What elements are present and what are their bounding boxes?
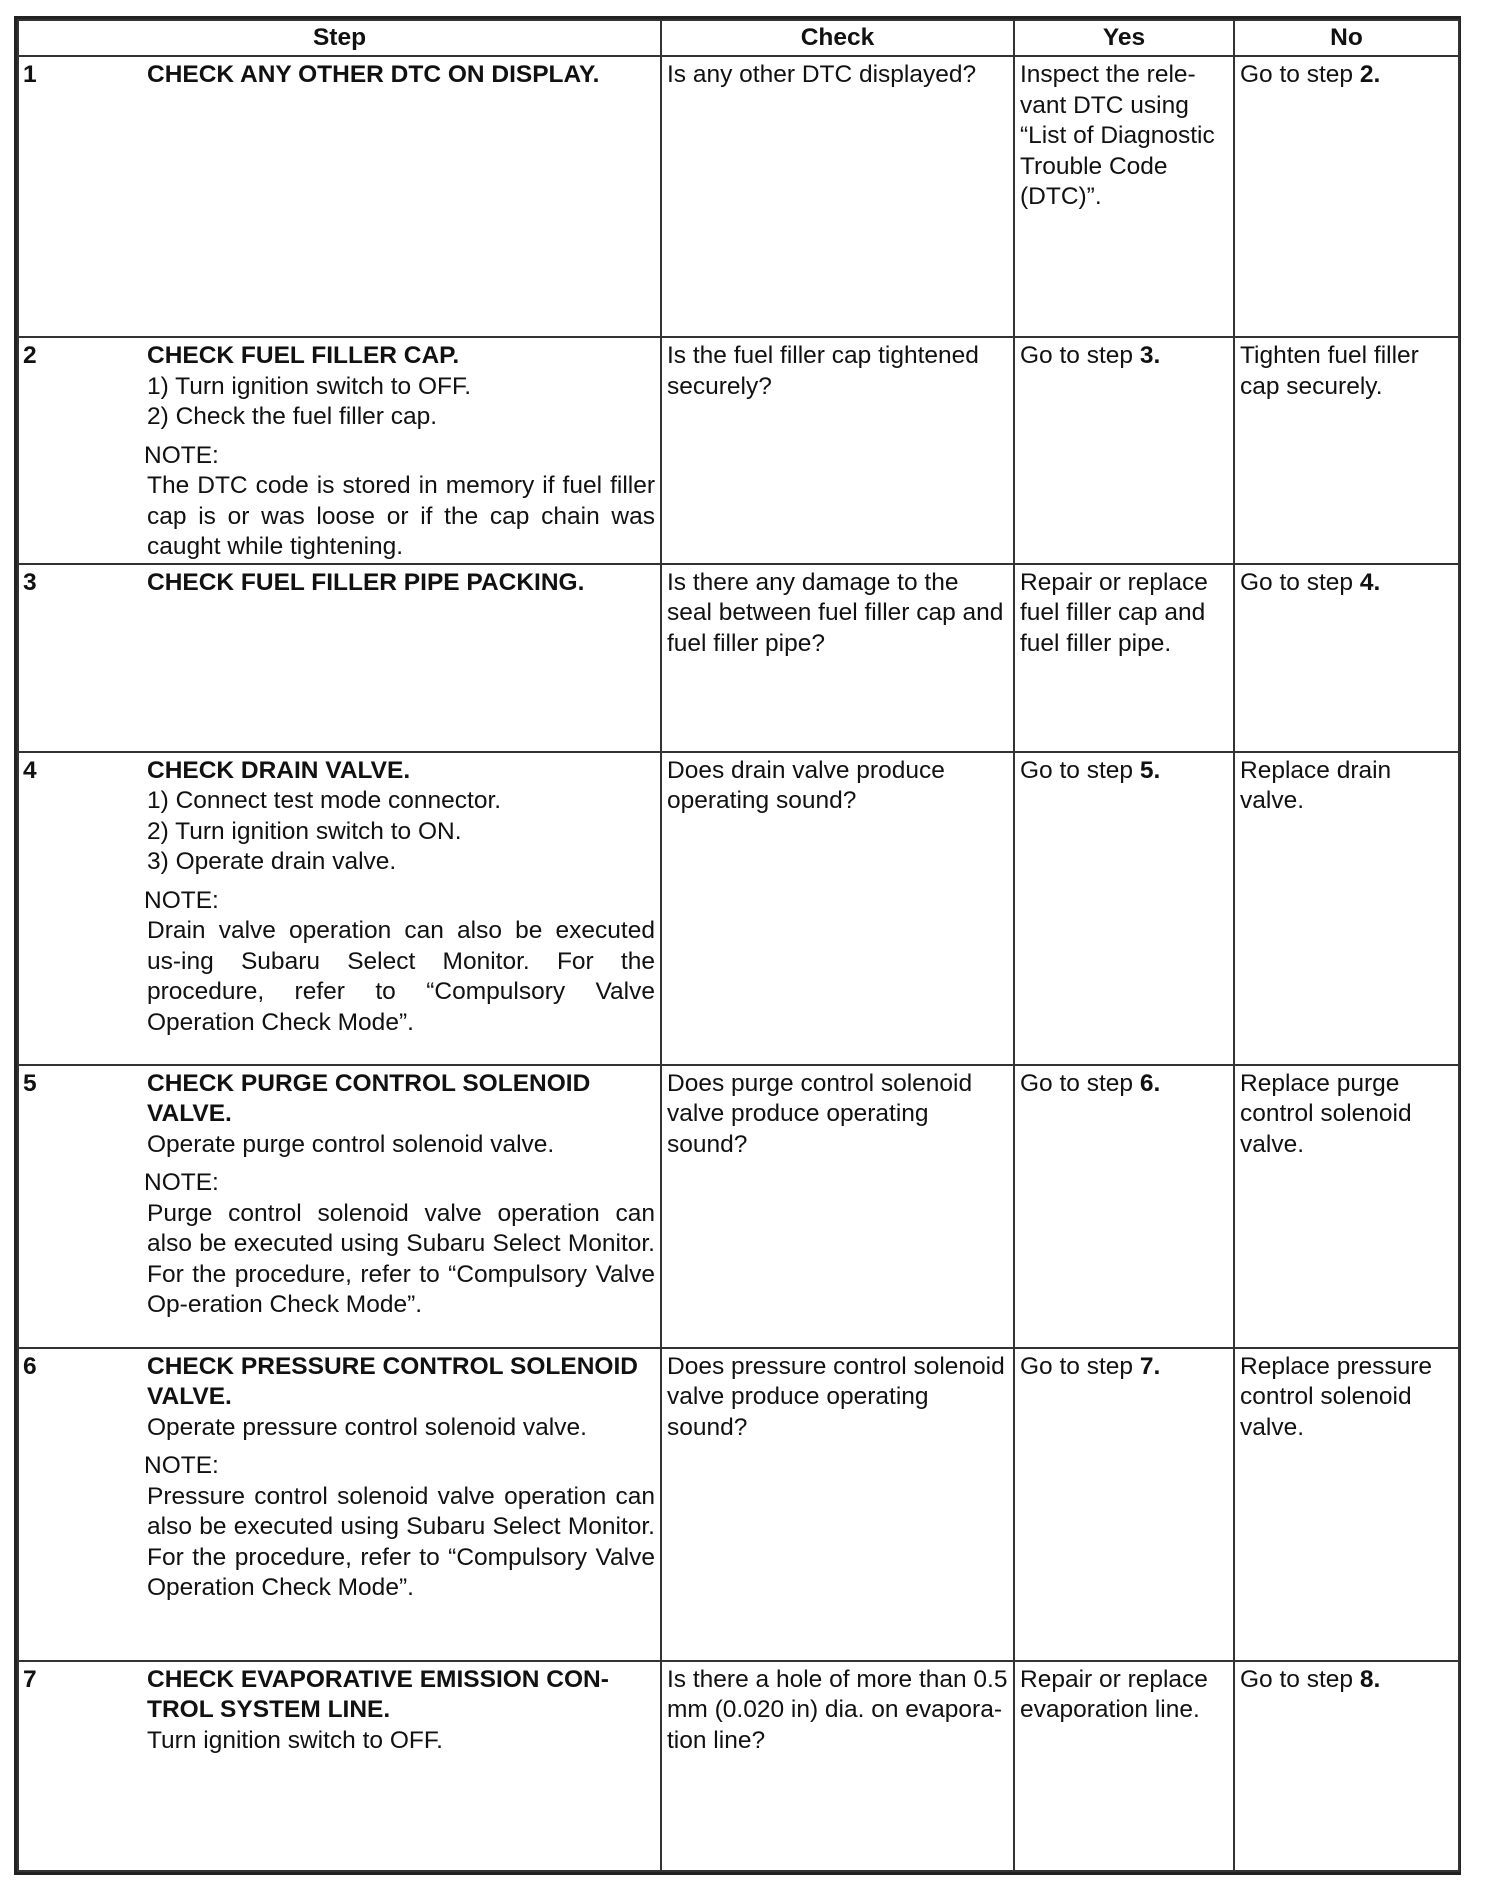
step-cell bbox=[18, 1065, 661, 1348]
no-text: Replace pressure control solenoid valve. bbox=[1240, 1352, 1433, 1441]
yes-cell bbox=[1014, 1065, 1234, 1348]
no-cell bbox=[1234, 564, 1459, 752]
step-title: CHECK ANY OTHER DTC ON DISPLAY. bbox=[147, 61, 600, 88]
substep: 1) Connect test mode connector. bbox=[147, 787, 502, 814]
note-text: Pressure control solenoid valve operation can also be executed using Subaru Select Monitor. For the procedure, refer to “Compulsory Valve Operation Check Mode”. bbox=[147, 1482, 655, 1601]
table-row bbox=[18, 337, 1459, 564]
check-cell bbox=[661, 1065, 1014, 1348]
yes-text: Go to step bbox=[1020, 1352, 1140, 1380]
header-no: No bbox=[1234, 20, 1459, 56]
no-cell bbox=[1234, 1661, 1459, 1872]
no-step-ref: 4. bbox=[1359, 568, 1381, 596]
step-title: CHECK DRAIN VALVE. bbox=[147, 756, 411, 784]
no-text: Tighten fuel filler cap securely. bbox=[1240, 342, 1419, 400]
no-text: Replace drain valve. bbox=[1240, 756, 1392, 814]
no-cell bbox=[1234, 56, 1459, 337]
yes-cell bbox=[1014, 1661, 1234, 1872]
note-label: NOTE: bbox=[144, 886, 219, 914]
procedure-table bbox=[17, 19, 1460, 1872]
no-text: Go to step bbox=[1240, 568, 1360, 596]
yes-cell bbox=[1014, 752, 1234, 1065]
step-number: 2 bbox=[23, 342, 37, 369]
no-cell bbox=[1234, 1065, 1459, 1348]
note-text: Purge control solenoid valve operation can also be executed using Subaru Select Monitor. For the procedure, refer to “Compulsory Valve Op-eration Check Mode”. bbox=[147, 1199, 655, 1318]
yes-step-ref: 5. bbox=[1139, 756, 1161, 784]
note-label: NOTE: bbox=[144, 441, 219, 469]
yes-cell bbox=[1014, 56, 1234, 337]
table-row bbox=[18, 564, 1459, 752]
note-text: The DTC code is stored in memory if fuel filler cap is or was loose or if the cap chain was caught while tightening. bbox=[147, 472, 655, 560]
yes-text: Go to step bbox=[1020, 756, 1140, 784]
step-number: 6 bbox=[23, 1352, 37, 1380]
yes-step-ref: 7. bbox=[1139, 1352, 1161, 1380]
yes-cell bbox=[1014, 564, 1234, 752]
check-text: Does purge control solenoid valve produce operating sound? bbox=[667, 1069, 973, 1158]
step-cell bbox=[18, 752, 661, 1065]
check-cell bbox=[661, 337, 1014, 564]
step-cell bbox=[18, 564, 661, 752]
check-text: Is there a hole of more than 0.5 mm (0.020 in) dia. on evapora-tion line? bbox=[667, 1665, 1008, 1754]
check-cell bbox=[661, 1348, 1014, 1661]
no-text: Go to step bbox=[1240, 61, 1360, 88]
no-step-ref: 2. bbox=[1359, 61, 1381, 88]
table-row bbox=[18, 56, 1459, 337]
step-cell bbox=[18, 1348, 661, 1661]
no-text: Replace purge control solenoid valve. bbox=[1240, 1069, 1412, 1158]
substep: Operate pressure control solenoid valve. bbox=[147, 1413, 587, 1441]
substep: Operate purge control solenoid valve. bbox=[147, 1130, 555, 1158]
yes-text: Go to step bbox=[1020, 342, 1140, 369]
yes-step-ref: 3. bbox=[1139, 342, 1161, 369]
check-cell bbox=[661, 1661, 1014, 1872]
check-cell bbox=[661, 56, 1014, 337]
step-cell bbox=[18, 56, 661, 337]
no-text: Go to step bbox=[1240, 1665, 1360, 1693]
yes-step-ref: 6. bbox=[1139, 1069, 1161, 1097]
check-text: Does drain valve produce operating sound? bbox=[667, 756, 945, 814]
note-label: NOTE: bbox=[144, 1169, 219, 1196]
step-number: 7 bbox=[23, 1665, 37, 1693]
step-title: CHECK EVAPORATIVE EMISSION CON-TROL SYSTEM LINE. bbox=[147, 1665, 609, 1723]
yes-text: Inspect the rele-vant DTC using “List of Diagnostic Trouble Code (DTC)”. bbox=[1020, 61, 1215, 210]
header-yes: Yes bbox=[1014, 20, 1234, 56]
check-text: Does pressure control solenoid valve produce operating sound? bbox=[667, 1352, 1005, 1441]
step-number: 3 bbox=[23, 568, 37, 596]
note-label: NOTE: bbox=[144, 1452, 219, 1479]
diagnostic-procedure-table bbox=[14, 16, 1461, 1875]
check-text: Is the fuel filler cap tightened securely? bbox=[667, 342, 979, 400]
step-title: CHECK PURGE CONTROL SOLENOID VALVE. bbox=[147, 1069, 591, 1127]
no-step-ref: 8. bbox=[1359, 1665, 1381, 1693]
header-check: Check bbox=[661, 20, 1014, 56]
substep: 2) Turn ignition switch to ON. bbox=[147, 817, 462, 845]
check-text: Is there any damage to the seal between fuel filler cap and fuel filler pipe? bbox=[667, 568, 1004, 657]
no-cell bbox=[1234, 752, 1459, 1065]
step-title: CHECK FUEL FILLER CAP. bbox=[147, 342, 460, 369]
step-cell bbox=[18, 337, 661, 564]
note-text: Drain valve operation can also be executed us-ing Subaru Select Monitor. For the procedure, refer to “Compulsory Valve Operation Check Mode”. bbox=[147, 917, 655, 1036]
step-number: 4 bbox=[23, 756, 37, 784]
check-cell bbox=[661, 752, 1014, 1065]
yes-text: Repair or replace evaporation line. bbox=[1020, 1665, 1208, 1723]
substep: 1) Turn ignition switch to OFF. bbox=[147, 372, 472, 400]
yes-cell bbox=[1014, 337, 1234, 564]
step-title: CHECK PRESSURE CONTROL SOLENOID VALVE. bbox=[147, 1352, 638, 1410]
check-text: Is any other DTC displayed? bbox=[667, 61, 977, 88]
table-row bbox=[18, 1348, 1459, 1661]
step-number: 5 bbox=[23, 1069, 37, 1097]
substep: 2) Check the fuel filler cap. bbox=[147, 403, 438, 430]
yes-cell bbox=[1014, 1348, 1234, 1661]
table-row bbox=[18, 1065, 1459, 1348]
step-title: CHECK FUEL FILLER PIPE PACKING. bbox=[147, 568, 585, 596]
check-cell bbox=[661, 564, 1014, 752]
substep: 3) Operate drain valve. bbox=[147, 848, 397, 875]
yes-text: Repair or replace fuel filler cap and fuel filler pipe. bbox=[1020, 568, 1208, 657]
no-cell bbox=[1234, 337, 1459, 564]
yes-text: Go to step bbox=[1020, 1069, 1140, 1097]
table-row bbox=[18, 1661, 1459, 1872]
no-cell bbox=[1234, 1348, 1459, 1661]
step-cell bbox=[18, 1661, 661, 1872]
table-row bbox=[18, 752, 1459, 1065]
substep: Turn ignition switch to OFF. bbox=[147, 1726, 443, 1754]
step-number: 1 bbox=[23, 61, 37, 88]
header-row bbox=[18, 20, 1459, 56]
header-step: Step bbox=[18, 20, 661, 56]
